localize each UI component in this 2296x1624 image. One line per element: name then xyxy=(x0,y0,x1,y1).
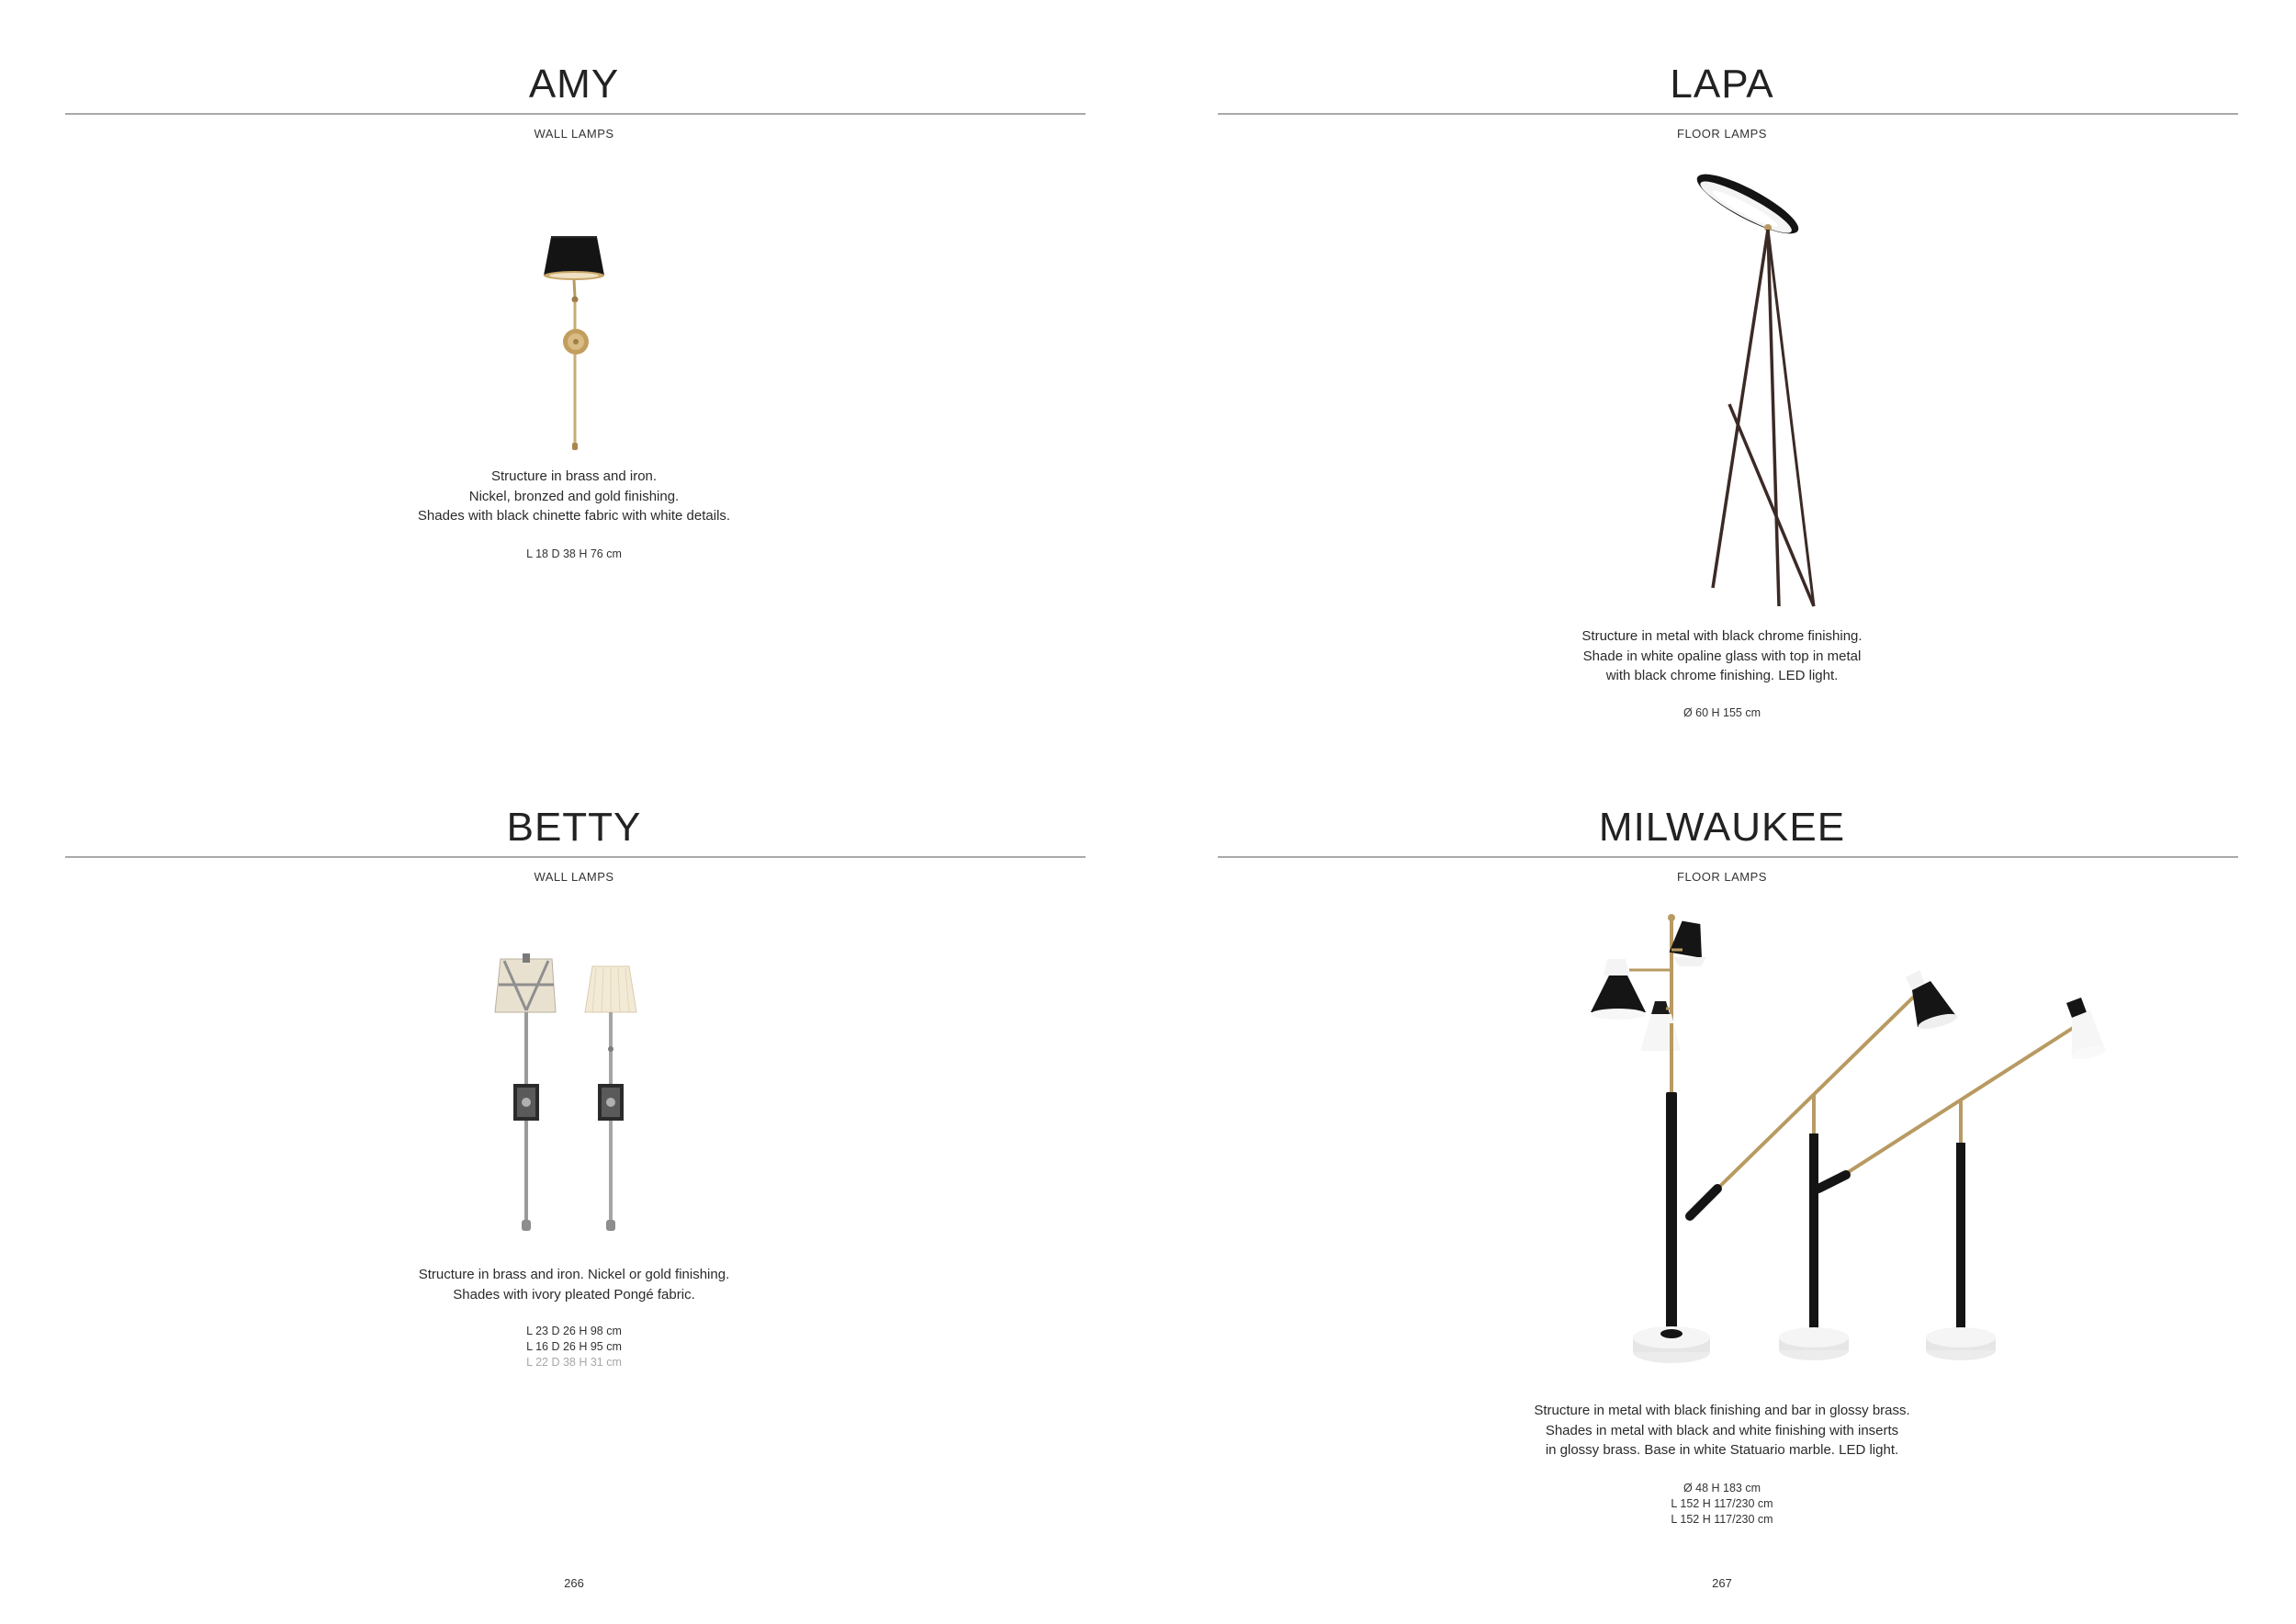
title-rule xyxy=(1218,856,2238,858)
title-rule xyxy=(65,856,1086,858)
product-dimensions xyxy=(0,1324,1148,1370)
description-line: Structure in metal with black finishing and bar in glossy brass. xyxy=(1534,1403,1910,1418)
product-category: WALL LAMPS xyxy=(534,127,614,141)
description-line: Shades with black chinette fabric with white details. xyxy=(417,508,731,524)
amy-wall-lamp-image xyxy=(514,228,634,453)
product-title: BETTY xyxy=(506,805,642,850)
dimension-line: L 16 D 26 H 95 cm xyxy=(526,1340,622,1353)
product-title: MILWAUKEE xyxy=(1598,805,1846,850)
product-dimensions xyxy=(1148,1481,2296,1528)
dimension-line: L 152 H 117/230 cm xyxy=(1671,1513,1773,1526)
page-number: 267 xyxy=(1712,1576,1732,1590)
product-dimensions xyxy=(1148,705,2296,721)
product-description xyxy=(1148,626,2296,686)
product-title: AMY xyxy=(528,62,620,107)
description-line: with black chrome finishing. LED light. xyxy=(1605,668,1839,683)
product-category: FLOOR LAMPS xyxy=(1677,870,1767,884)
description-line: Shades in metal with black and white finishing with inserts xyxy=(1545,1422,1899,1438)
milwaukee-floor-lamps-image xyxy=(1552,913,2122,1377)
product-description xyxy=(0,1265,1148,1304)
description-line: Structure in brass and iron. xyxy=(490,468,658,484)
description-line: in glossy brass. Base in white Statuario marble. LED light. xyxy=(1545,1442,1899,1458)
dimension-line: L 23 D 26 H 98 cm xyxy=(526,1325,622,1337)
page-number: 266 xyxy=(564,1576,584,1590)
product-dimensions xyxy=(0,547,1148,562)
lapa-floor-lamp-image xyxy=(1676,165,1878,615)
product-description xyxy=(0,467,1148,526)
dimension-line: L 22 D 38 H 31 cm xyxy=(526,1356,622,1369)
dimension-line: Ø 48 H 183 cm xyxy=(1683,1482,1761,1494)
dimension-line: Ø 60 H 155 cm xyxy=(1683,706,1761,719)
betty-wall-lamps-image xyxy=(482,948,666,1237)
product-title: LAPA xyxy=(1670,62,1774,107)
dimension-line: L 18 D 38 H 76 cm xyxy=(526,547,622,560)
title-rule xyxy=(65,113,1086,115)
dimension-line: L 152 H 117/230 cm xyxy=(1671,1497,1773,1510)
description-line: Structure in metal with black chrome finishing. xyxy=(1581,628,1863,644)
right-page xyxy=(1148,0,2296,1624)
product-category: FLOOR LAMPS xyxy=(1677,127,1767,141)
description-line: Shade in white opaline glass with top in metal xyxy=(1582,648,1862,664)
product-description xyxy=(1148,1401,2296,1460)
description-line: Nickel, bronzed and gold finishing. xyxy=(468,488,680,504)
description-line: Structure in brass and iron. Nickel or gold finishing. xyxy=(418,1267,730,1282)
product-category: WALL LAMPS xyxy=(534,870,614,884)
title-rule xyxy=(1218,113,2238,115)
description-line: Shades with ivory pleated Pongé fabric. xyxy=(453,1286,695,1303)
